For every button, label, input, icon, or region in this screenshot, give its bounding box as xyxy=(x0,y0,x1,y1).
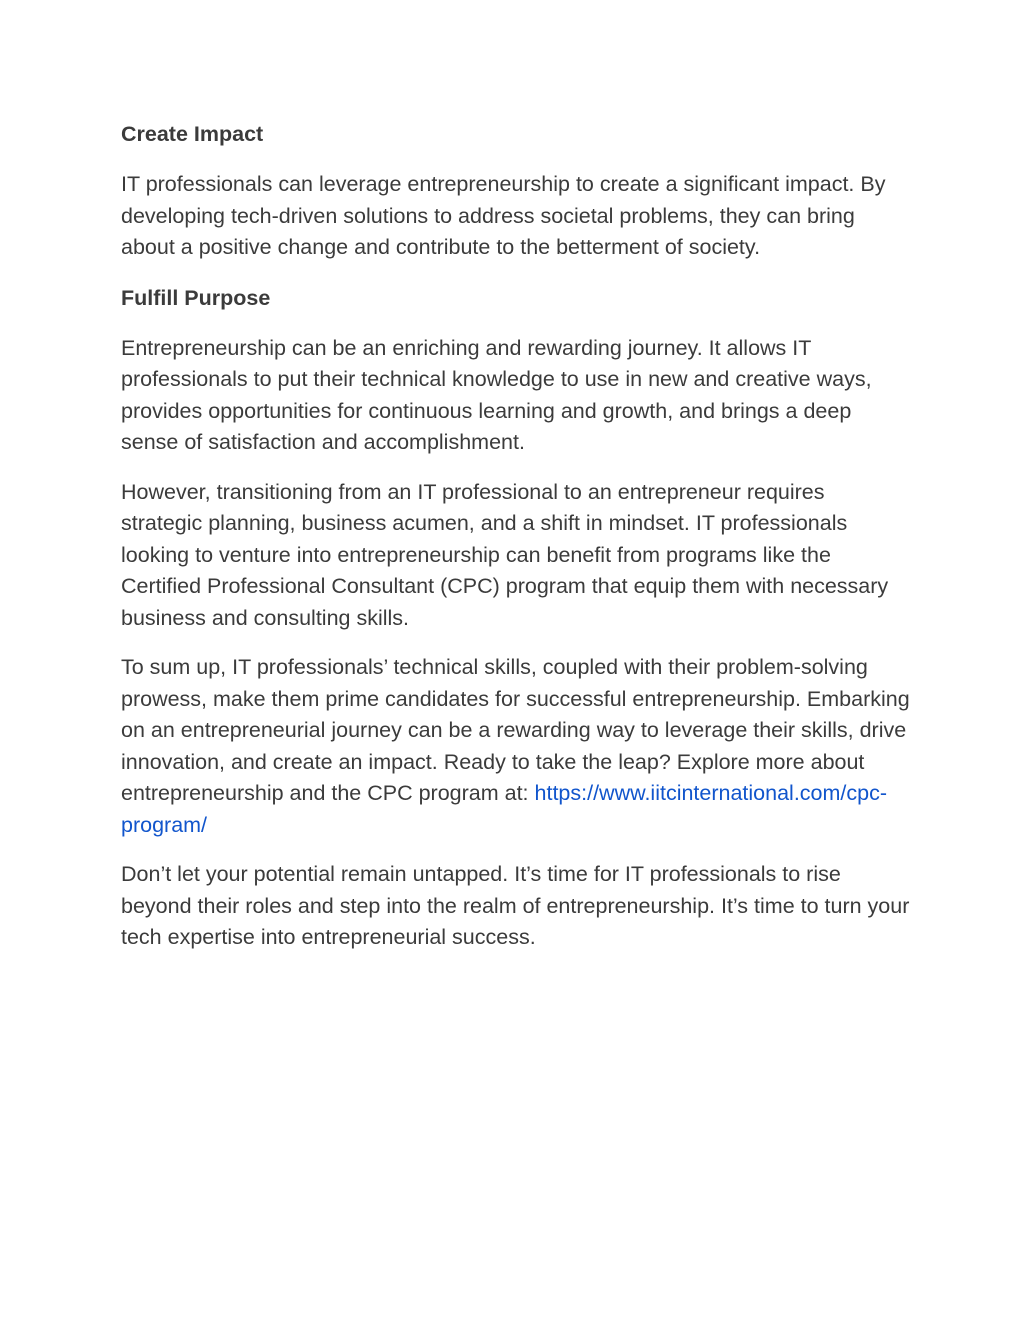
create-impact-paragraph: IT professionals can leverage entrepreneurship to create a significant impact. By developing tech-driven solutions to address societal problems, they can bring about a positive change and contribute to the betterment of society. xyxy=(121,172,886,259)
section-heading-create-impact: Create Impact xyxy=(121,122,264,146)
document-body xyxy=(121,118,911,972)
summary-text: To sum up, IT professionals’ technical skills, coupled with their problem-solving prowess, make them prime candidates for successful entrepreneurship. Embarking on an entrepreneurial journey can be a rewarding way to leverage their skills, drive innovation, and create an impact. Ready to take the leap? Explore more about entrepreneurship and the CPC program at: xyxy=(121,655,910,805)
fulfill-purpose-paragraph: Entrepreneurship can be an enriching and rewarding journey. It allows IT professionals to put their technical knowledge to use in new and creative ways, provides opportunities for continuous learning and growth, and brings a deep sense of satisfaction and accomplishment. xyxy=(121,335,872,454)
transition-paragraph: However, transitioning from an IT professional to an entrepreneur requires strategic planning, business acumen, and a shift in mindset. IT professionals looking to venture into entrepreneurship can benefit from programs like the Certified Professional Consultant (CPC) program that equip them with necessary business and consulting skills. xyxy=(121,479,889,630)
section-heading-fulfill-purpose: Fulfill Purpose xyxy=(121,285,271,310)
summary-paragraph xyxy=(121,652,911,841)
closing-paragraph: Don’t let your potential remain untapped. It’s time for IT professionals to rise beyond their roles and step into the realm of entrepreneurship. It’s time to turn your tech expertise into entrepreneurial success. xyxy=(121,862,910,949)
cpc-program-link[interactable]: https://www.iitcinternational.com/cpc-program/ xyxy=(121,781,888,837)
